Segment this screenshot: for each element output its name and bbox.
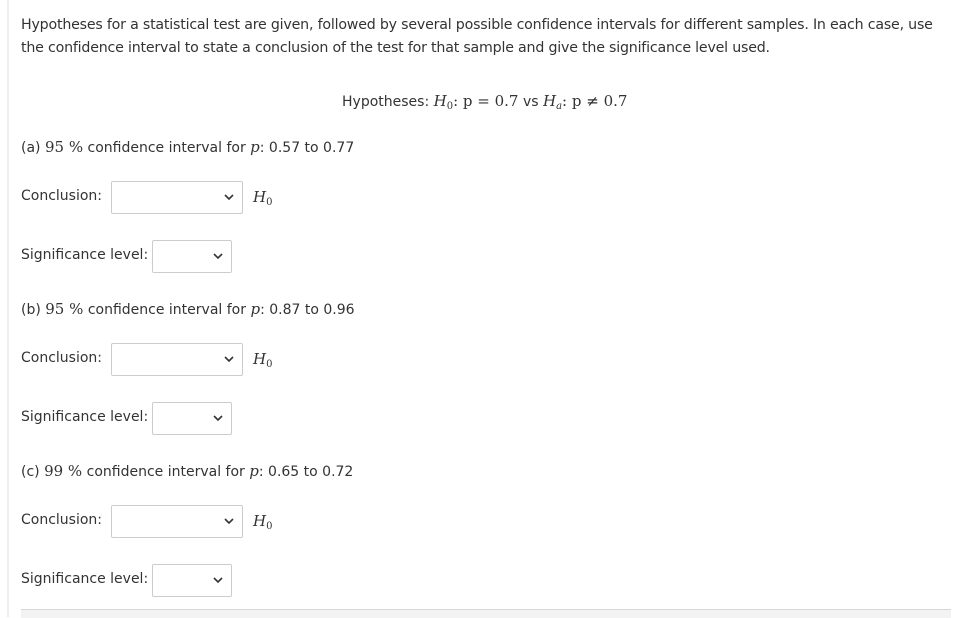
conclusion-select[interactable] (111, 181, 243, 214)
ha-relation: : p ≠ 0.7 (562, 92, 628, 110)
chevron-down-icon (222, 190, 236, 204)
significance-select[interactable] (152, 402, 232, 435)
interval-range: : 0.65 to 0.72 (258, 464, 354, 480)
interval-variable: p (249, 462, 259, 480)
interval-variable: p (250, 138, 260, 156)
h0-subscript: 0 (266, 521, 273, 532)
significance-select[interactable] (152, 564, 232, 597)
h0-label (253, 188, 272, 206)
conclusion-select[interactable] (111, 505, 243, 538)
confidence-level: 95 % (45, 300, 84, 318)
conclusion-label: Conclusion: (21, 188, 103, 204)
significance-label: Significance level: (21, 571, 149, 587)
h0-label (253, 512, 272, 530)
chevron-down-icon (211, 573, 225, 587)
ha-subscript: a (556, 101, 563, 112)
significance-select[interactable] (152, 240, 232, 273)
part-prefix: (a) (21, 140, 41, 156)
interval-text: confidence interval for (86, 464, 245, 480)
conclusion-select[interactable] (111, 343, 243, 376)
chevron-down-icon (211, 411, 225, 425)
hypotheses-label: Hypotheses: (342, 94, 430, 110)
ha-symbol: H (542, 92, 557, 110)
part-c-heading (21, 462, 353, 480)
chevron-down-icon (222, 352, 236, 366)
chevron-down-icon (211, 249, 225, 263)
confidence-level: 99 % (44, 462, 83, 480)
question-intro: Hypotheses for a statistical test are given, followed by several possible confidence intervals for different samples. In each case, use the confidence interval to state a conclusion of the test for that sample and give the significance level used. (21, 17, 933, 56)
part-b-heading (21, 300, 355, 318)
interval-range: : 0.87 to 0.96 (260, 302, 355, 318)
h0-symbol: H (253, 512, 267, 530)
chevron-down-icon (222, 514, 236, 528)
part-prefix: (c) (21, 464, 40, 480)
h0-relation: : p = 0.7 (453, 92, 519, 110)
h0-subscript: 0 (446, 101, 454, 112)
significance-label: Significance level: (21, 247, 149, 263)
h0-symbol: H (253, 188, 267, 206)
h0-label (253, 350, 272, 368)
h0-symbol: H (253, 350, 267, 368)
h0-subscript: 0 (266, 197, 273, 208)
part-prefix: (b) (21, 302, 41, 318)
conclusion-label: Conclusion: (21, 350, 103, 366)
h0-subscript: 0 (266, 359, 273, 370)
hypotheses-line (342, 92, 627, 110)
interval-variable: p (250, 300, 261, 318)
interval-range: : 0.57 to 0.77 (259, 140, 355, 156)
vs-text: vs (522, 94, 539, 110)
left-divider (7, 0, 9, 617)
conclusion-label: Conclusion: (21, 512, 103, 528)
confidence-level: 95 % (44, 138, 84, 156)
interval-text: confidence interval for (87, 140, 246, 156)
h0-symbol: H (433, 92, 447, 110)
interval-text: confidence interval for (87, 302, 246, 318)
significance-label: Significance level: (21, 409, 149, 425)
part-a-heading (21, 138, 354, 156)
